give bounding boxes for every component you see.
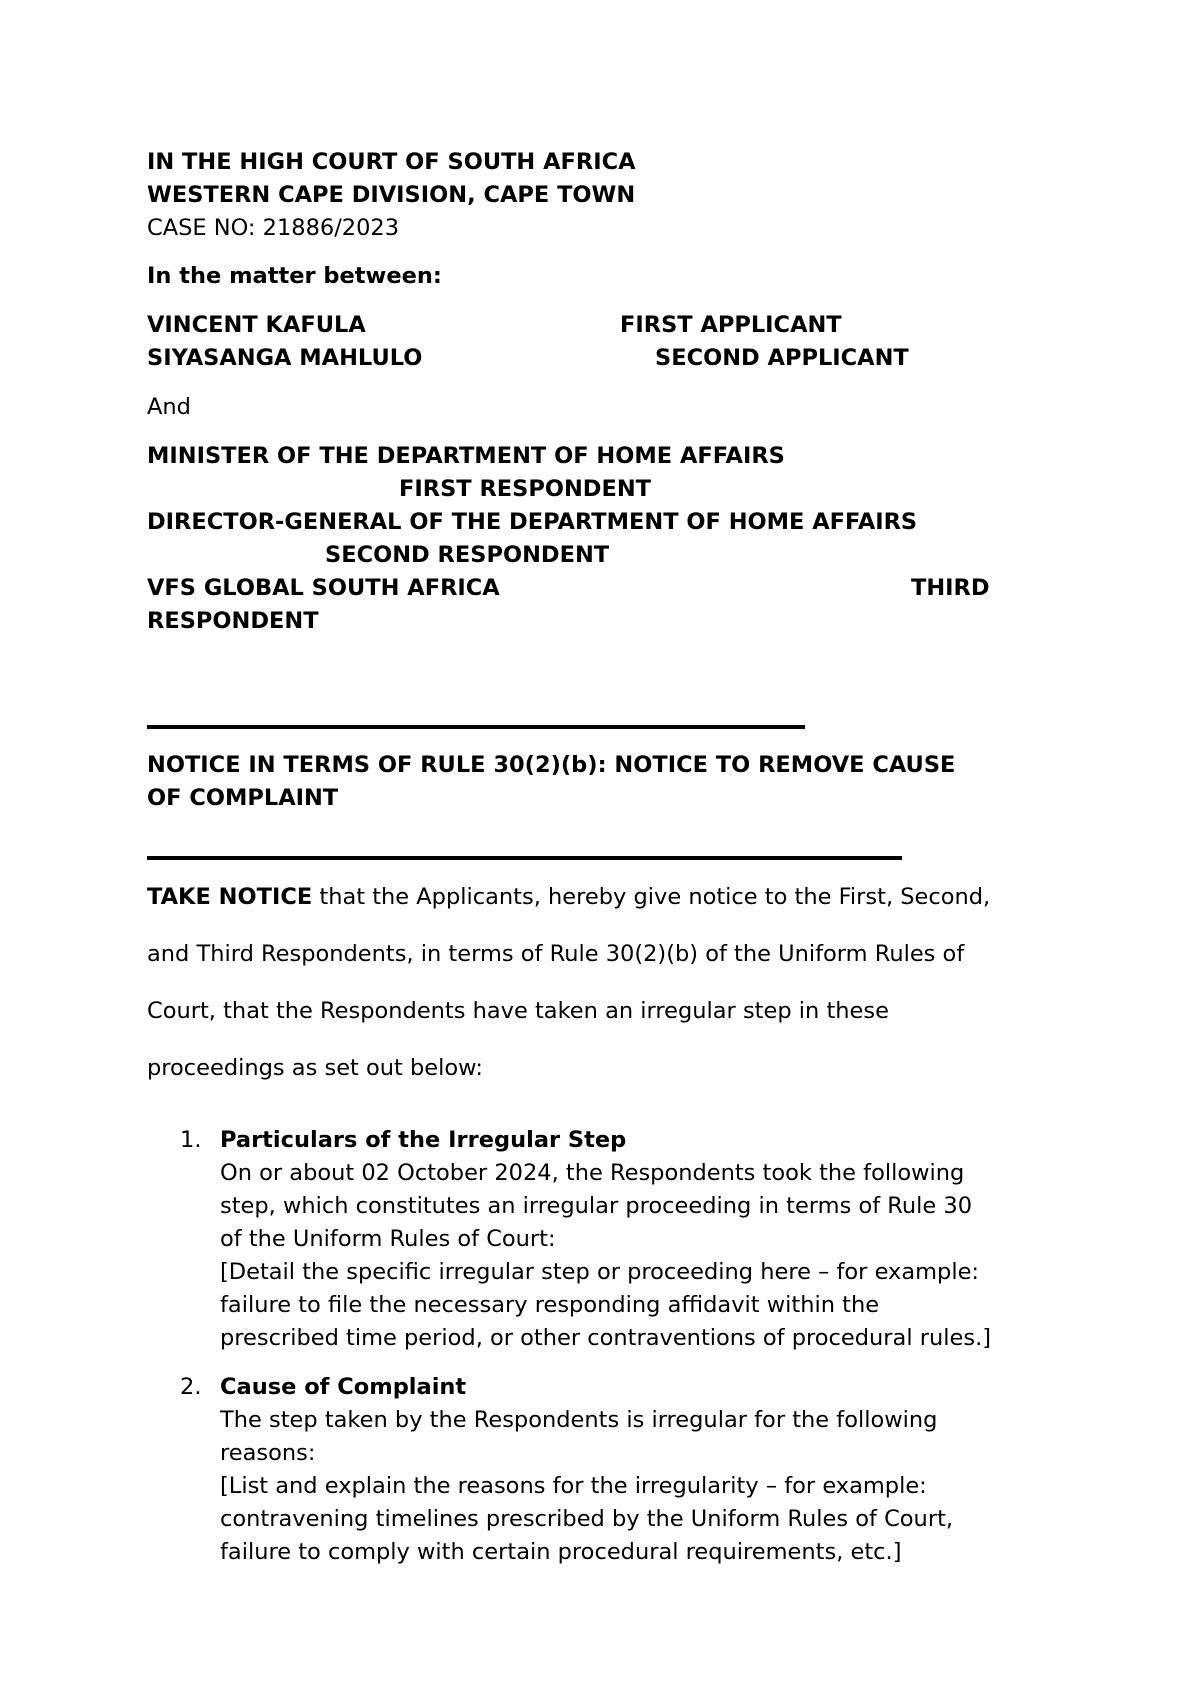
take-notice-lead: TAKE NOTICE [147,884,313,910]
item-2-line: contravening timelines prescribed by the Uniform Rules of Court, [220,1506,954,1532]
item-2-line: reasons: [220,1440,316,1466]
applicant-1-role: FIRST APPLICANT [620,312,842,338]
item-1-line: failure to file the necessary responding affidavit within the [220,1292,880,1318]
take-notice-line4: proceedings as set out below: [147,1055,483,1081]
respondent-1-name: MINISTER OF THE DEPARTMENT OF HOME AFFAIRS [147,443,785,469]
and-separator: And [147,394,191,420]
item-2-line: [List and explain the reasons for the irregularity – for example: [220,1473,927,1499]
notice-title-line1: NOTICE IN TERMS OF RULE 30(2)(b): NOTICE TO REMOVE CAUSE [147,752,956,778]
applicant-2-role: SECOND APPLICANT [655,345,909,371]
court-division: WESTERN CAPE DIVISION, CAPE TOWN [147,182,636,208]
matter-between: In the matter between: [147,263,442,289]
item-1-number: 1. [180,1127,202,1153]
title-top-rule [147,725,805,729]
case-number: CASE NO: 21886/2023 [147,215,400,241]
item-1-line: step, which constitutes an irregular proceeding in terms of Rule 30 [220,1193,973,1219]
take-notice-line1 [147,886,990,909]
applicant-2-name: SIYASANGA MAHLULO [147,345,423,371]
item-1-line: [Detail the specific irregular step or proceeding here – for example: [220,1259,979,1285]
item-1-line: of the Uniform Rules of Court: [220,1226,556,1252]
applicant-1-name: VINCENT KAFULA [147,312,366,338]
item-1-heading: Particulars of the Irregular Step [220,1127,627,1153]
item-1-line: On or about 02 October 2024, the Respondents took the following [220,1160,965,1186]
respondent-2-role: SECOND RESPONDENT [325,542,610,568]
take-notice-line2: and Third Respondents, in terms of Rule 30(2)(b) of the Uniform Rules of [147,941,965,967]
item-1-line: prescribed time period, or other contraventions of procedural rules.] [220,1325,992,1351]
take-notice-line3: Court, that the Respondents have taken an irregular step in these [147,998,889,1024]
respondent-1-role: FIRST RESPONDENT [399,476,652,502]
take-notice-line1-rest: that the Applicants, hereby give notice to the First, Second, [312,884,991,910]
notice-title-line2: OF COMPLAINT [147,785,339,811]
item-2-line: The step taken by the Respondents is irregular for the following [220,1407,938,1433]
respondent-3-role-part2: RESPONDENT [147,608,319,634]
item-2-number: 2. [180,1374,202,1400]
item-2-heading: Cause of Complaint [220,1374,467,1400]
court-name: IN THE HIGH COURT OF SOUTH AFRICA [147,149,636,175]
item-2-line: failure to comply with certain procedural requirements, etc.] [220,1539,902,1565]
respondent-2-name: DIRECTOR-GENERAL OF THE DEPARTMENT OF HOME AFFAIRS [147,509,918,535]
title-bottom-rule [147,856,902,860]
respondent-3-role-part1: THIRD [911,575,990,601]
respondent-3-name: VFS GLOBAL SOUTH AFRICA [147,575,500,601]
